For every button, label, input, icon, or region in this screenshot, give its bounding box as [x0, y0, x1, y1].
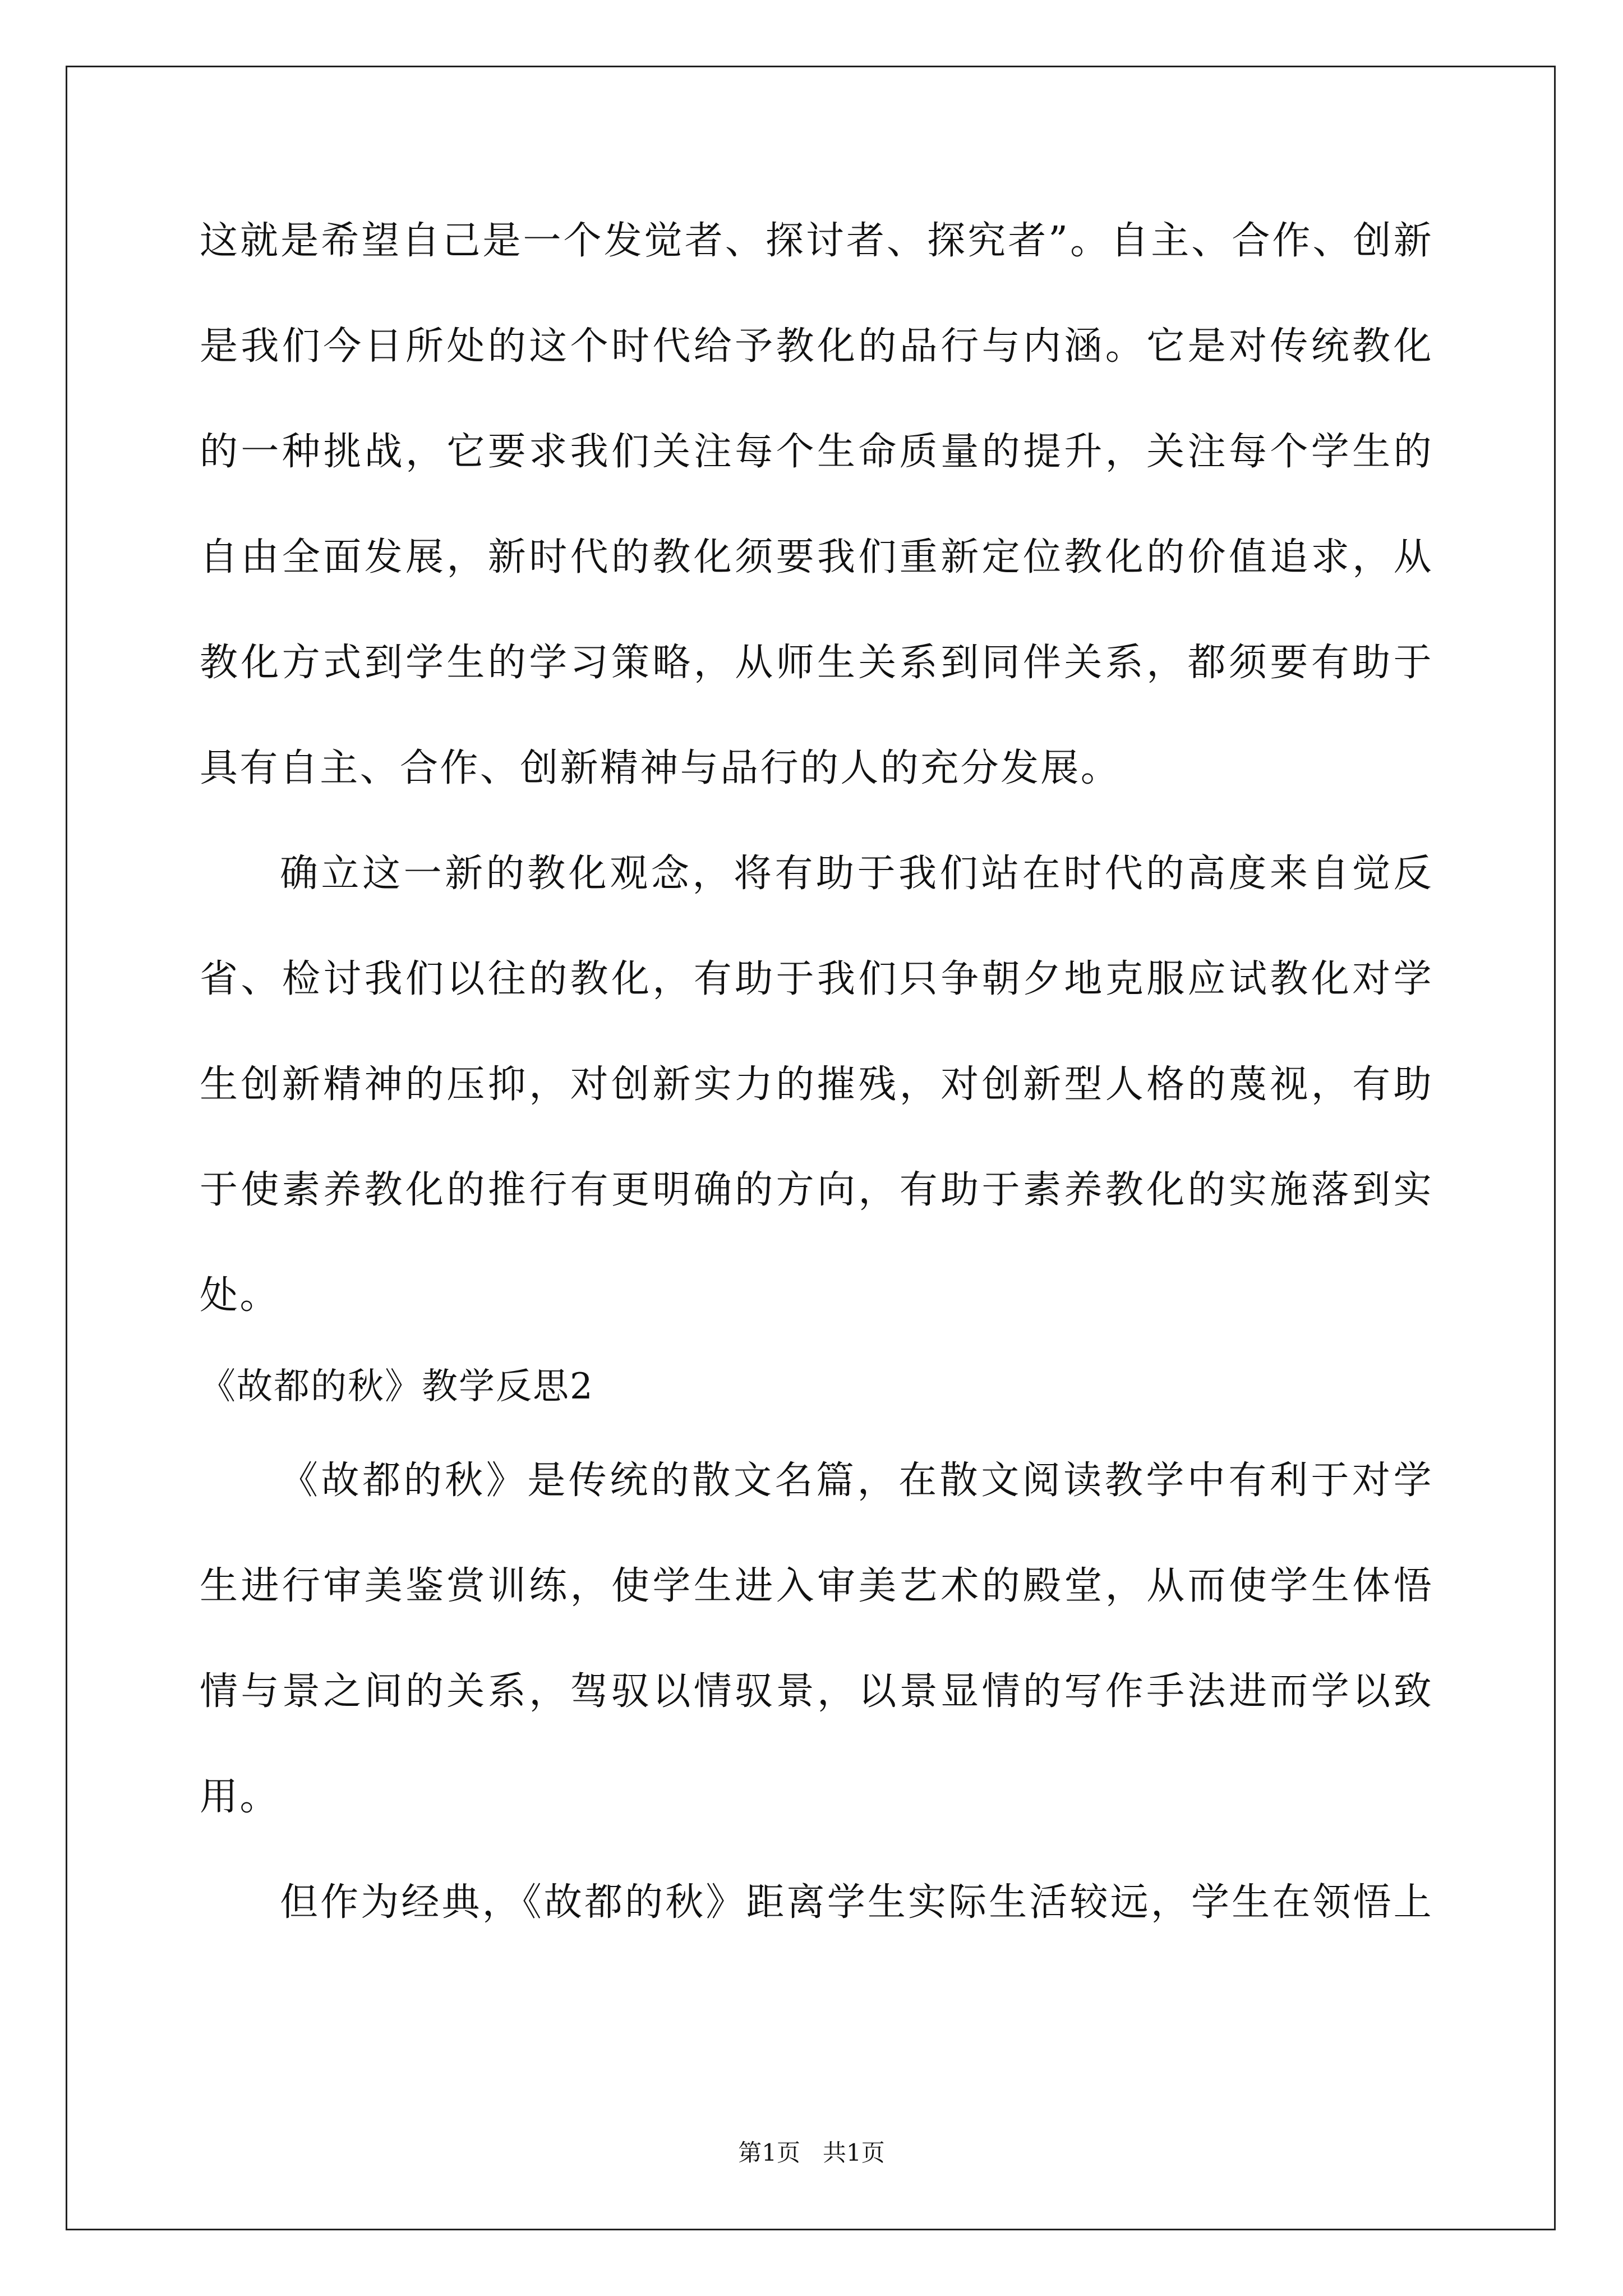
paragraph-line: 的一种挑战，它要求我们关注每个生命质量的提升，关注每个学生的	[200, 430, 1433, 474]
paragraph-line: 于使素养教化的推行有更明确的方向，有助于素养教化的实施落到实	[200, 1168, 1433, 1212]
paragraph-line: 是我们今日所处的这个时代给予教化的品行与内涵。它是对传统教化	[200, 324, 1433, 369]
paragraph-line: 教化方式到学生的学习策略，从师生关系到同伴关系，都须要有助于	[200, 641, 1433, 685]
paragraph-line: 自由全面发展，新时代的教化须要我们重新定位教化的价值追求，从	[200, 535, 1433, 579]
paragraph-line: 省、检讨我们以往的教化，有助于我们只争朝夕地克服应试教化对学	[200, 957, 1433, 1001]
paragraph-line: 用。	[200, 1775, 280, 1819]
paragraph-line: 这就是希望自己是一个发觉者、探讨者、探究者”。自主、合作、创新	[200, 219, 1433, 263]
section-heading: 《故都的秋》教学反思2	[200, 1366, 594, 1407]
paragraph-line: 具有自主、合作、创新精神与品行的人的充分发展。	[200, 746, 1121, 790]
paragraph-line: 生创新精神的压抑，对创新实力的摧残，对创新型人格的蔑视，有助	[200, 1062, 1433, 1107]
paragraph-line: 《故都的秋》是传统的散文名篇，在散文阅读教学中有利于对学	[280, 1458, 1433, 1503]
page-footer: 第1页 共1页	[738, 2139, 885, 2166]
paragraph-line: 情与景之间的关系，驾驭以情驭景，以景显情的写作手法进而学以致	[200, 1669, 1433, 1714]
paragraph-line: 生进行审美鉴赏训练，使学生进入审美艺术的殿堂，从而使学生体悟	[200, 1564, 1433, 1608]
paragraph-line: 确立这一新的教化观念，将有助于我们站在时代的高度来自觉反	[280, 852, 1433, 896]
paragraph-line: 处。	[200, 1273, 280, 1318]
paragraph-line: 但作为经典，《故都的秋》距离学生实际生活较远，学生在领悟上	[280, 1880, 1433, 1925]
